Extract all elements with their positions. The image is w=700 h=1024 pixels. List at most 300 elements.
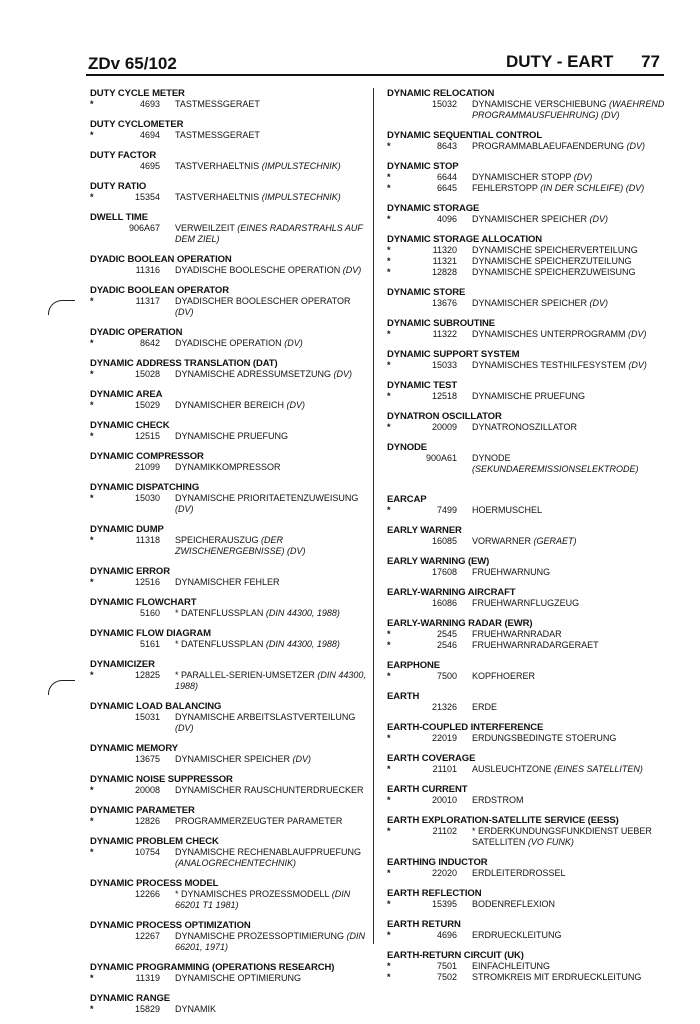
entry-code: 15395 bbox=[431, 899, 457, 909]
translation-row bbox=[387, 329, 667, 340]
glossary-entry bbox=[387, 442, 667, 475]
entry-term: DYNAMIC STORAGE ALLOCATION bbox=[387, 234, 543, 245]
entry-code: 16086 bbox=[431, 598, 457, 608]
german-term: ERDUNGSBEDINGTE STOERUNG bbox=[472, 733, 617, 743]
german-term: * PARALLEL-SERIEN-UMSETZER bbox=[175, 670, 315, 680]
german-term: PROGRAMMERZEUGTER PARAMETER bbox=[175, 816, 343, 826]
usage-note: (DIN 66201, 1971) bbox=[175, 931, 366, 952]
german-term: DYNAMISCHER SPEICHER bbox=[472, 298, 588, 308]
star-marker: * bbox=[387, 183, 391, 193]
german-term: DYNAMISCHE SPEICHERVERTEILUNG bbox=[472, 245, 638, 255]
entry-term: DYNAMIC STORE bbox=[387, 287, 466, 298]
star-marker: * bbox=[387, 141, 391, 151]
usage-note: (GERAET) bbox=[533, 536, 577, 546]
entry-term: DYNAMIC TEST bbox=[387, 380, 458, 391]
entry-term: DYNAMIC DISPATCHING bbox=[90, 482, 200, 493]
glossary-entry bbox=[387, 349, 667, 371]
star-marker: * bbox=[387, 972, 391, 982]
usage-note: (DV) bbox=[175, 504, 194, 514]
translation-row bbox=[387, 245, 667, 256]
glossary-entry bbox=[90, 566, 366, 588]
glossary-entry bbox=[90, 150, 366, 172]
german-translation bbox=[472, 214, 667, 225]
entry-term: EARTH CURRENT bbox=[387, 784, 468, 795]
glossary-entry bbox=[387, 919, 667, 941]
entry-term: DYNAMIC PROBLEM CHECK bbox=[90, 836, 219, 847]
german-translation bbox=[175, 816, 366, 827]
entry-code: 906A67 bbox=[128, 223, 160, 233]
star-marker: * bbox=[90, 369, 94, 379]
translation-row bbox=[90, 847, 366, 869]
german-translation bbox=[472, 795, 667, 806]
translation-row bbox=[387, 267, 667, 278]
usage-note: (DV) bbox=[342, 265, 362, 275]
glossary-entry bbox=[90, 212, 366, 245]
translation-row bbox=[387, 733, 667, 744]
translation-row bbox=[387, 764, 667, 775]
glossary-entry bbox=[387, 88, 667, 121]
translation-row bbox=[90, 931, 366, 953]
star-marker bbox=[90, 754, 128, 765]
german-translation bbox=[175, 889, 366, 911]
german-translation bbox=[472, 329, 667, 340]
german-translation bbox=[472, 505, 667, 516]
german-translation bbox=[175, 847, 366, 869]
entry-term: EARTH REFLECTION bbox=[387, 888, 482, 899]
usage-note: (VO FUNK) bbox=[527, 837, 574, 847]
german-term: AUSLEUCHTZONE bbox=[472, 764, 552, 774]
star-marker: * bbox=[90, 577, 94, 587]
entry-term: DYADIC BOOLEAN OPERATOR bbox=[90, 285, 229, 296]
translation-row bbox=[90, 889, 366, 911]
entry-code: 12825 bbox=[134, 670, 160, 680]
entry-term: DYNAMIC AREA bbox=[90, 389, 163, 400]
translation-row bbox=[90, 535, 366, 557]
entry-term: EARTH-RETURN CIRCUIT (UK) bbox=[387, 950, 524, 961]
translation-row bbox=[387, 826, 667, 848]
glossary-entry bbox=[387, 380, 667, 402]
translation-row bbox=[90, 608, 366, 619]
entry-code: 17608 bbox=[431, 567, 457, 577]
usage-note: (IMPULSTECHNIK) bbox=[261, 192, 341, 202]
german-translation bbox=[175, 1004, 366, 1015]
glossary-entry bbox=[387, 815, 667, 848]
entry-code: 8642 bbox=[139, 338, 160, 348]
star-marker: * bbox=[387, 360, 391, 370]
entry-code: 5160 bbox=[139, 608, 160, 618]
usage-note: (DV) bbox=[286, 400, 306, 410]
usage-note: (DV) bbox=[292, 754, 312, 764]
entry-term: DYNAMIC PROCESS MODEL bbox=[90, 878, 219, 889]
german-translation bbox=[472, 671, 667, 682]
entry-term: DYNAMIC CHECK bbox=[90, 420, 170, 431]
document-id: ZDv 65/102 bbox=[88, 54, 177, 73]
star-marker: * bbox=[387, 899, 391, 909]
german-term: * DATENFLUSSPLAN bbox=[175, 608, 264, 618]
translation-row bbox=[90, 1004, 366, 1015]
german-term: FEHLERSTOPP bbox=[472, 183, 538, 193]
translation-row bbox=[90, 816, 366, 827]
translation-row bbox=[387, 391, 667, 402]
translation-row bbox=[90, 670, 366, 692]
german-translation bbox=[175, 296, 366, 318]
translation-row bbox=[387, 868, 667, 879]
german-term: DYADISCHE BOOLESCHE OPERATION bbox=[175, 265, 341, 275]
german-term: DYNAMISCHE OPTIMIERUNG bbox=[175, 973, 302, 983]
german-term: DYNAMISCHE PRUEFUNG bbox=[472, 391, 586, 401]
entry-code: 11320 bbox=[432, 245, 457, 255]
entry-code: 4096 bbox=[436, 214, 457, 224]
entry-code: 15354 bbox=[134, 192, 160, 202]
translation-row bbox=[90, 130, 366, 141]
german-term: * DATENFLUSSPLAN bbox=[175, 639, 264, 649]
usage-note: (IN DER SCHLEIFE) (DV) bbox=[540, 183, 645, 193]
translation-row bbox=[90, 639, 366, 650]
star-marker: * bbox=[387, 640, 391, 650]
glossary-entry bbox=[90, 962, 366, 984]
star-marker: * bbox=[90, 535, 94, 545]
translation-row bbox=[387, 598, 667, 609]
german-term: VERWEILZEIT bbox=[175, 223, 235, 233]
translation-row bbox=[90, 973, 366, 984]
entry-code: 11316 bbox=[135, 265, 160, 275]
star-marker bbox=[90, 161, 128, 172]
glossary-entry bbox=[90, 597, 366, 619]
translation-row bbox=[387, 422, 667, 433]
entry-code: 22019 bbox=[431, 733, 457, 743]
german-translation bbox=[472, 298, 667, 309]
german-term: DYNAMIK bbox=[175, 1004, 217, 1014]
star-marker bbox=[90, 889, 128, 911]
entry-term: DYADIC BOOLEAN OPERATION bbox=[90, 254, 232, 265]
translation-row bbox=[387, 671, 667, 682]
entry-code: 4696 bbox=[436, 930, 457, 940]
entry-term: DYADIC OPERATION bbox=[90, 327, 183, 338]
translation-row bbox=[90, 712, 366, 734]
entry-term: DYNAMIC ADDRESS TRANSLATION (DAT) bbox=[90, 358, 278, 369]
usage-note: (ANALOGRECHENTECHNIK) bbox=[175, 858, 297, 868]
translation-row bbox=[387, 640, 667, 651]
german-translation bbox=[472, 640, 667, 651]
translation-row bbox=[90, 265, 366, 276]
glossary-entry bbox=[90, 743, 366, 765]
german-translation bbox=[472, 733, 667, 744]
german-translation bbox=[472, 961, 667, 972]
glossary-entry bbox=[90, 920, 366, 953]
translation-row bbox=[90, 296, 366, 318]
entry-code: 11322 bbox=[432, 329, 457, 339]
german-term: FRUEHWARNRADARGERAET bbox=[472, 640, 599, 650]
entry-term: EARTH COVERAGE bbox=[387, 753, 476, 764]
translation-row bbox=[387, 172, 667, 183]
star-marker: * bbox=[387, 629, 391, 639]
usage-note: (DER ZWISCHENERGEBNISSE) (DV) bbox=[175, 535, 306, 556]
glossary-entry bbox=[387, 618, 667, 651]
star-marker bbox=[90, 265, 128, 276]
translation-row bbox=[387, 214, 667, 225]
translation-row bbox=[387, 256, 667, 267]
usage-note: (WAEHREND PROGRAMMAUSFUEHRUNG) (DV) bbox=[472, 99, 665, 120]
german-translation bbox=[175, 670, 366, 692]
star-marker: * bbox=[387, 172, 391, 182]
german-translation bbox=[175, 639, 366, 650]
glossary-entry bbox=[90, 420, 366, 442]
translation-row bbox=[90, 223, 366, 245]
german-term: DYNAMISCHE PRUEFUNG bbox=[175, 431, 289, 441]
star-marker: * bbox=[90, 99, 94, 109]
german-term: DYADISCHER BOOLESCHER OPERATOR bbox=[175, 296, 351, 306]
entry-code: 15033 bbox=[431, 360, 457, 370]
translation-row bbox=[90, 493, 366, 515]
german-translation bbox=[175, 161, 366, 172]
german-term: ERDRUECKLEITUNG bbox=[472, 930, 562, 940]
glossary-entry bbox=[90, 181, 366, 203]
german-translation bbox=[175, 535, 366, 557]
german-translation bbox=[472, 183, 667, 194]
star-marker bbox=[90, 223, 128, 245]
translation-row bbox=[90, 192, 366, 203]
translation-row bbox=[90, 338, 366, 349]
german-term: FRUEHWARNUNG bbox=[472, 567, 551, 577]
german-term: DYNAMISCHE ARBEITSLASTVERTEILUNG bbox=[175, 712, 356, 722]
german-term: FRUEHWARNRADAR bbox=[472, 629, 562, 639]
entry-code: 11321 bbox=[432, 256, 457, 266]
glossary-entry bbox=[90, 327, 366, 349]
german-term: TASTMESSGERAET bbox=[175, 99, 260, 109]
star-marker: * bbox=[387, 826, 391, 836]
german-translation bbox=[175, 431, 366, 442]
entry-term: EARCAP bbox=[387, 494, 427, 505]
entry-code: 21099 bbox=[134, 462, 160, 472]
star-marker: * bbox=[90, 973, 94, 983]
glossary-entry bbox=[90, 451, 366, 473]
glossary-entry bbox=[387, 287, 667, 309]
german-translation bbox=[472, 598, 667, 609]
translation-row bbox=[90, 369, 366, 380]
translation-row bbox=[387, 141, 667, 152]
entry-code: 12826 bbox=[134, 816, 160, 826]
usage-note: (DIN 44300, 1988) bbox=[175, 670, 366, 691]
german-term: DYNAMIKKOMPRESSOR bbox=[175, 462, 281, 472]
translation-row bbox=[387, 298, 667, 309]
usage-note: (DV) bbox=[589, 214, 609, 224]
star-marker: * bbox=[387, 391, 391, 401]
entry-code: 4693 bbox=[139, 99, 160, 109]
german-translation bbox=[175, 265, 366, 276]
star-marker: * bbox=[90, 431, 94, 441]
entry-code: 7502 bbox=[436, 972, 457, 982]
page-header bbox=[88, 50, 664, 74]
usage-note: (DIN 44300, 1988) bbox=[265, 639, 340, 649]
star-marker: * bbox=[387, 267, 391, 277]
german-term: * ERDERKUNDUNGSFUNKDIENST UEBER SATELLITEN bbox=[472, 826, 652, 847]
star-marker: * bbox=[90, 296, 94, 306]
star-marker bbox=[387, 702, 425, 713]
entry-code: 900A61 bbox=[425, 453, 457, 463]
translation-row bbox=[387, 453, 667, 475]
german-translation bbox=[175, 192, 366, 203]
translation-row bbox=[387, 930, 667, 941]
glossary-entry bbox=[387, 494, 667, 516]
german-term: DYNAMISCHE SPEICHERZUTEILUNG bbox=[472, 256, 632, 266]
usage-note: (DV) bbox=[628, 360, 647, 370]
entry-code: 7500 bbox=[436, 671, 457, 681]
usage-note: (DV) bbox=[175, 307, 194, 317]
star-marker: * bbox=[387, 930, 391, 940]
german-translation bbox=[472, 868, 667, 879]
entry-term: DYNAMIC ERROR bbox=[90, 566, 170, 577]
entry-term: EARLY-WARNING AIRCRAFT bbox=[387, 587, 516, 598]
translation-row bbox=[90, 400, 366, 411]
entry-term: EARPHONE bbox=[387, 660, 441, 671]
star-marker bbox=[387, 99, 425, 121]
german-translation bbox=[175, 400, 366, 411]
german-translation bbox=[472, 172, 667, 183]
german-term: DYNAMISCHE PROZESSOPTIMIERUNG bbox=[175, 931, 345, 941]
glossary-entry bbox=[387, 411, 667, 433]
german-term: PROGRAMMABLAEUFAENDERUNG bbox=[472, 141, 625, 151]
glossary-entry bbox=[387, 660, 667, 682]
entry-term: DUTY CYCLOMETER bbox=[90, 119, 184, 130]
star-marker bbox=[90, 462, 128, 473]
glossary-entry bbox=[387, 130, 667, 152]
star-marker: * bbox=[90, 1004, 94, 1014]
entry-code: 15028 bbox=[134, 369, 160, 379]
german-translation bbox=[472, 453, 667, 475]
glossary-entry bbox=[90, 659, 366, 692]
glossary-entry bbox=[387, 318, 667, 340]
entry-code: 5161 bbox=[139, 639, 160, 649]
glossary-entry bbox=[387, 525, 667, 547]
glossary-entry bbox=[387, 234, 667, 278]
entry-term: EARLY WARNER bbox=[387, 525, 462, 536]
german-translation bbox=[472, 972, 667, 983]
entry-code: 12515 bbox=[134, 431, 160, 441]
entry-term: DYNAMIC SUPPORT SYSTEM bbox=[387, 349, 520, 360]
german-term: VORWARNER bbox=[472, 536, 532, 546]
translation-row bbox=[387, 961, 667, 972]
glossary-entry bbox=[387, 691, 667, 713]
star-marker bbox=[90, 931, 128, 953]
star-marker bbox=[387, 567, 425, 578]
german-translation bbox=[175, 130, 366, 141]
entry-code: 15030 bbox=[134, 493, 160, 503]
star-marker: * bbox=[387, 961, 391, 971]
entry-term: DYNAMIC SEQUENTIAL CONTROL bbox=[387, 130, 543, 141]
star-marker: * bbox=[387, 422, 391, 432]
entry-code: 11318 bbox=[135, 535, 160, 545]
entry-term: EARLY WARNING (EW) bbox=[387, 556, 490, 567]
entry-code: 12267 bbox=[134, 931, 160, 941]
star-marker: * bbox=[387, 505, 391, 515]
star-marker: * bbox=[90, 816, 94, 826]
star-marker: * bbox=[387, 868, 391, 878]
glossary-entry bbox=[90, 389, 366, 411]
translation-row bbox=[90, 431, 366, 442]
entry-term: DYNAMIC COMPRESSOR bbox=[90, 451, 204, 462]
usage-note: (DV) bbox=[573, 172, 593, 182]
left-column bbox=[90, 88, 366, 1024]
page-title: DUTY - EART bbox=[506, 52, 614, 71]
german-translation bbox=[472, 256, 667, 267]
entry-code: 15031 bbox=[134, 712, 160, 722]
star-marker: * bbox=[387, 256, 391, 266]
entry-term: DYNAMIC RELOCATION bbox=[387, 88, 495, 99]
german-term: DYNAMISCHE VERSCHIEBUNG bbox=[472, 99, 607, 109]
usage-note: (DV) bbox=[333, 369, 353, 379]
german-translation bbox=[175, 608, 366, 619]
german-translation bbox=[175, 785, 366, 796]
german-translation bbox=[472, 141, 667, 152]
entry-code: 21326 bbox=[431, 702, 457, 712]
star-marker: * bbox=[387, 733, 391, 743]
translation-row bbox=[387, 899, 667, 910]
entry-term: DYNAMIC LOAD BALANCING bbox=[90, 701, 222, 712]
entry-term: DYNAMIC RANGE bbox=[90, 993, 170, 1004]
glossary-entry bbox=[90, 119, 366, 141]
glossary-entry bbox=[90, 805, 366, 827]
german-translation bbox=[175, 223, 366, 245]
german-term: DYNAMISCHES UNTERPROGRAMM bbox=[472, 329, 626, 339]
entry-term: DYNAMIC FLOWCHART bbox=[90, 597, 197, 608]
german-term: DYNAMISCHER RAUSCHUNTERDRUECKER bbox=[175, 785, 364, 795]
german-term: DYNAMISCHER SPEICHER bbox=[175, 754, 291, 764]
glossary-entry bbox=[90, 254, 366, 276]
entry-term: DYNAMICIZER bbox=[90, 659, 155, 670]
translation-row bbox=[387, 795, 667, 806]
german-translation bbox=[472, 764, 667, 775]
german-term: STROMKREIS MIT ERDRUECKLEITUNG bbox=[472, 972, 642, 982]
entry-code: 12518 bbox=[431, 391, 457, 401]
german-translation bbox=[175, 973, 366, 984]
translation-row bbox=[387, 505, 667, 516]
german-term: EINFACHLEITUNG bbox=[472, 961, 551, 971]
german-translation bbox=[175, 931, 366, 953]
translation-row bbox=[387, 702, 667, 713]
entry-term: EARTH EXPLORATION-SATELLITE SERVICE (EESS) bbox=[387, 815, 619, 826]
german-translation bbox=[472, 826, 667, 848]
entry-term: DYNAMIC PROGRAMMING (OPERATIONS RESEARCH) bbox=[90, 962, 335, 973]
star-marker: * bbox=[387, 329, 391, 339]
entry-term: EARTH bbox=[387, 691, 420, 702]
star-marker: * bbox=[387, 245, 391, 255]
entry-code: 11317 bbox=[135, 296, 160, 306]
star-marker bbox=[387, 298, 425, 309]
german-term: DYADISCHE OPERATION bbox=[175, 338, 282, 348]
entry-code: 21101 bbox=[432, 764, 457, 774]
glossary-entry bbox=[90, 836, 366, 869]
german-term: DYNAMISCHE SPEICHERZUWEISUNG bbox=[472, 267, 636, 277]
glossary-entry bbox=[90, 774, 366, 796]
translation-row bbox=[387, 183, 667, 194]
german-translation bbox=[472, 930, 667, 941]
entry-term: DYNAMIC NOISE SUPPRESSOR bbox=[90, 774, 233, 785]
entry-code: 7501 bbox=[436, 961, 457, 971]
entry-term: DYNAMIC MEMORY bbox=[90, 743, 178, 754]
german-translation bbox=[472, 267, 667, 278]
glossary-entry bbox=[90, 285, 366, 318]
glossary-entry bbox=[387, 753, 667, 775]
star-marker bbox=[90, 608, 128, 619]
star-marker: * bbox=[90, 785, 94, 795]
glossary-entry bbox=[387, 888, 667, 910]
german-term: DYNAMISCHER STOPP bbox=[472, 172, 572, 182]
german-term: SPEICHERAUSZUG bbox=[175, 535, 259, 545]
german-term: TASTVERHAELTNIS bbox=[175, 192, 260, 202]
usage-note: (DIN 66201 T1 1981) bbox=[175, 889, 351, 910]
glossary-entry bbox=[387, 587, 667, 609]
entry-term: EARTH RETURN bbox=[387, 919, 461, 930]
